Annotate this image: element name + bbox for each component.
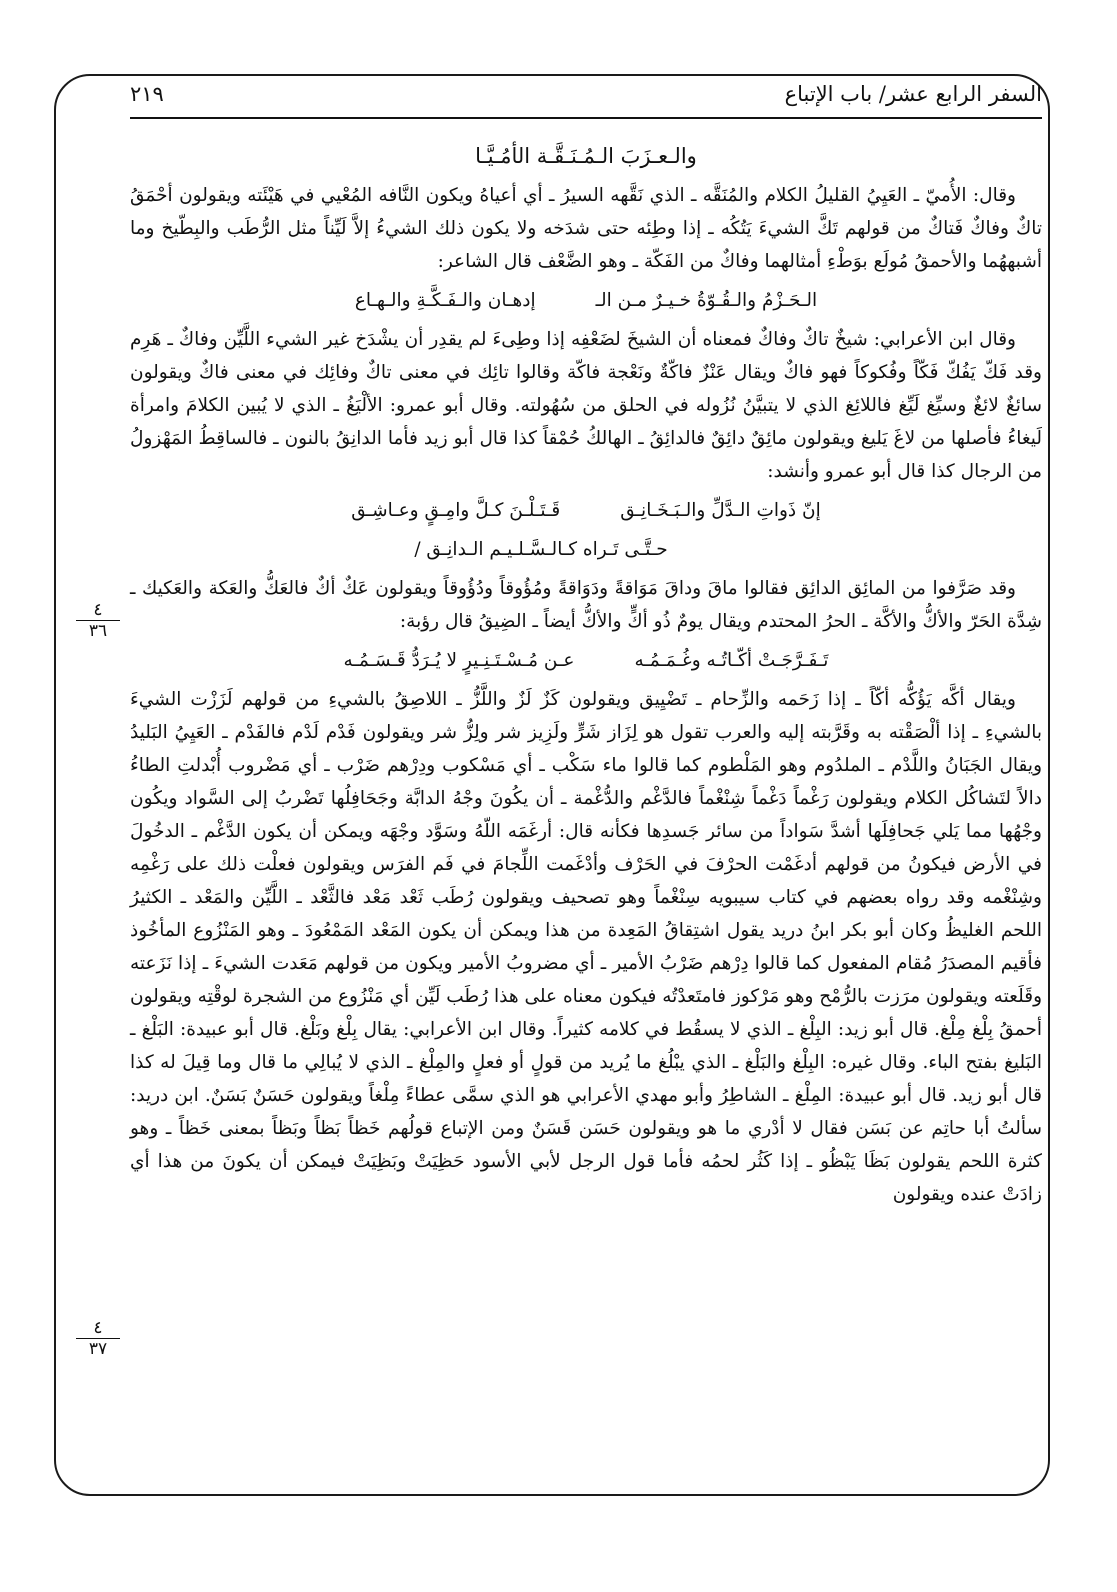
- paragraph: وقد صَرَّفوا من المائِق الدائِق فقالوا ماقَ وداقَ مَوَاقةً ودَوَاقةً ومُؤُوقاً ودُؤُوقاً ويقولون عَكٌ أكٌ فالعَكُّ والعَكة والعَكيك ـ شِدَّة الحَرّ والأكُّ والأكَّة ـ الحرُ المحتدم ويقال يومٌ ذُو أكٍّ والأكُّ أيضاً ـ الضِيقُ قال رؤبة:: [130, 578, 1042, 632]
- verse-first-hemistich: الـحَـزْمُ والـقُـوّةُ خـيـرٌ مـن الـ: [595, 290, 818, 311]
- margin-volume: ٤: [93, 600, 103, 620]
- paragraph: وقال: الأُميّ ـ العَيِيُ القليلُ الكلام والمُنَقَّه ـ الذي نَقَّهه السيرُ ـ أي أعياهُ ويكون النَّافه المُعْيي في هَيْئَته ويقولون أحْمَقُ تاكٌ وفاكٌ فَتاكٌ من قولهم تَكَّ الشيءَ يَتُكُه ـ إذا وطِئه حتى شدَخه ولا يكون ذلك الشيءُ إلاَّ لَيِّناً مثل الرُّطَب والبِطّيخ وما أشبههُما والأحمقُ مُولَع بوَطْءِ أمثالهما وفاكٌ من الفَكّة ـ وهو الضَّعْف قال الشاعر:: [130, 185, 1042, 272]
- verse-first-hemistich: تَـفَـرَّجَـتْ أكّـاتُـه وغُـمَـمُـه: [634, 650, 829, 671]
- verse-line: [130, 644, 1042, 677]
- verse-second-hemistich: إدهـان والـفَـكَّـةِ والـهـاع: [354, 290, 536, 311]
- running-title: السفر الرابع عشر/ باب الإتباع: [784, 82, 1042, 106]
- verse-line: [130, 494, 1042, 527]
- paragraph: ويقال أكَّه يَؤُكُّه أكّاً ـ إذا زَحَمه والزِّحام ـ تَضْيِيق ويقولون كَزٌ لَزٌ واللَّزُّ ـ اللاصِقُ بالشيءِ من قولهم لَزَزْت الشيءَ بالشيءِ ـ إذا ألْصَقْته به وقَرَّبته إليه والعرب تقول هو لِزَاز شَرٍّ ولَزِيز شر ولِزُّ شر ويقولون فَدْم لَدْم فالفَدْم ـ العَيِيُ البَليدُ ويقال الجَبَانُ واللَّدْم ـ الملدُوم وهو المَلْطوم كما قالوا ماء سَكْب ـ أي مَسْكوب ودِرْهم ضَرْب ـ أي مَضْروب أُبْدلتِ الطاءُ دالاً لتَشاكُل الكلام ويقولون رَغْماً دَغْماً شِنْغْماً فالدَّغْم والدُّغْمة ـ أن يكُونَ وجْهُ الدابَّة وجَحَافِلُها تَضْربُ إلى السَّواد ويكُون وجْهُها مما يَلي جَحافِلَها أشدَّ سَواداً من سائر جَسدِها فكأنه قال: أرغَمَه اللّهُ وسَوَّد وجْهَه ويمكن أن يكون الدَّغْم ـ الدخُولَ في الأرض فيكونُ من قولهم أدغَمْت الحرْفَ في الحَرْف وأدْغَمت اللِّجامَ في فَم الفرَس ويقولون فعلْت ذلك على رَغْمِه وشِنْغْمه وقد رواه بعضهم في كتاب سيبويه سِنْغْماً وهو تصحيف ويقولون رُطَب ثَعْد مَعْد فالثَّعْد ـ اللَّيِّن والمَعْد ـ الكثيرُ اللحم الغليظُ وكان أبو بكر ابنُ دريد يقول اشتِقاقُ المَعِدة من هذا ويمكن أن يكون المَعْد المَمْعُودَ ـ وهو المَنْزُوع المأخُوذ فأقيم المصدَرُ مُقام المفعول كما قالوا دِرْهم ضَرْبُ الأمير ـ أي مضروبُ الأمير ويكون من قولهم مَعَدت الشيءَ ـ إذا نَزَعته وقَلَعته ويقولون مرَزت بالرُّمْح وهو مَرْكوز فامتَعدْتُه فيكون معناه على هذا رُطَب لَيِّن أي مَنْزُوع من الشجرة لوقْتِه ويقولون أحمقُ بِلْغ مِلْغ. قال أبو زيد: البِلْغ ـ الذي لا يسقُط في كلامه كثيراً. وقال ابن الأعرابي: يقال بِلْغ وبَلْغ. قال أبو عبيدة: البَلْغ ـ البَليغ بفتح الباء. وقال غيره: البِلْغ والبَلْغ ـ الذي يبْلُغ ما يُريد من قولٍ أو فعلٍ والمِلْغ ـ الذي لا يُبالِي ما قال وما قِيلَ له كذا قال أبو زيد. قال أبو عبيدة: المِلْغ ـ الشاطِرُ وأبو مهدي الأعرابي هو الذي سمَّى عطاءً مِلْغاً ويقولون حَسَنٌ بَسَنٌ. ابن دريد: سألتُ أبا حاتِم عن بَسَن فقال لا أدْري ما هو ويقولون حَسَن قَسَنٌ ومن الإتباع قولُهم خَظاً بَظاً وبَظاً بمعنى خَظاً ـ وهو كثرة اللحم يقولون بَظَا يَبْظُو ـ إذا كَثُر لحمُه فأما قول الرجل لأبي الأسود حَظِيَتْ وبَظِيَتْ فيمكن أن يكونَ من هذا أي زادَتْ عنده ويقولون: [130, 689, 1042, 1205]
- margin-reference: [76, 1318, 120, 1359]
- verse-first-hemistich: إنّ ذَواتِ الـدَّلِّ والـبَـخَـانِـق: [620, 500, 821, 521]
- margin-volume: ٤: [93, 1318, 103, 1338]
- header-rule: [130, 117, 1042, 119]
- margin-reference: [76, 600, 120, 641]
- verse-second-hemistich: قَـتَـلْـنَ كـلَّ وامِـقٍ وعـاشِـق: [351, 500, 561, 521]
- page-body: [130, 140, 1042, 1217]
- margin-page: ٣٦: [76, 620, 120, 641]
- verse-line: [130, 284, 1042, 317]
- section-heading: والـعـزَبَ الـمُـنَـقَّـة الأمُـيَّـا: [475, 144, 697, 168]
- verse-line: [130, 533, 1042, 566]
- margin-page: ٣٧: [76, 1338, 120, 1359]
- page-number: ٢١٩: [130, 82, 164, 106]
- verse-second-hemistich: عـن مُـسْـتَـنِـيرٍ لا يُـرَدُّ قَـسَـمُـه: [343, 650, 575, 671]
- paragraph: وقال ابن الأعرابي: شيخٌ تاكٌ وفاكٌ فمعناه أن الشيخَ لضَعْفِه إذا وطِىءَ لم يقدِر أن يشْدَخ غير الشيء اللَّيِّن وفاكٌ ـ هَرِم وقد فَكّ يَفُكّ فَكّاً وفُكوكاً فهو فاكٌ ويقال عَنْزٌ فاكّةٌ ونَعْجة فاكّة وقالوا تائِك في معنى تاكٌ وفائِك في معنى فاكٌ ويقولون سائغٌ لائغٌ وسيِّغ لَيِّغ فاللائِغ الذي لا يتبيَّنُ نُزُوله في الحلق من سُهُولته. وقال أبو عمرو: الألْيَغُ ـ الذي لا يُبين الكلامَ وامرأة لَيغاءُ فأصلها من لاغَ يَليغ ويقولون مائِقٌ دائِقٌ فالدائِقُ ـ الهالكُ حُمْقاً كذا قال أبو زيد فأما الدانِقُ بالنون ـ فالساقِطُ المَهْزولُ من الرجال كذا قال أبو عمرو وأنشد:: [130, 329, 1042, 482]
- verse-hemistich: حـتَّـى تَـراه كـالـسَّـلـيـم الـدانِـق /: [414, 539, 668, 560]
- page-header: [130, 78, 1042, 114]
